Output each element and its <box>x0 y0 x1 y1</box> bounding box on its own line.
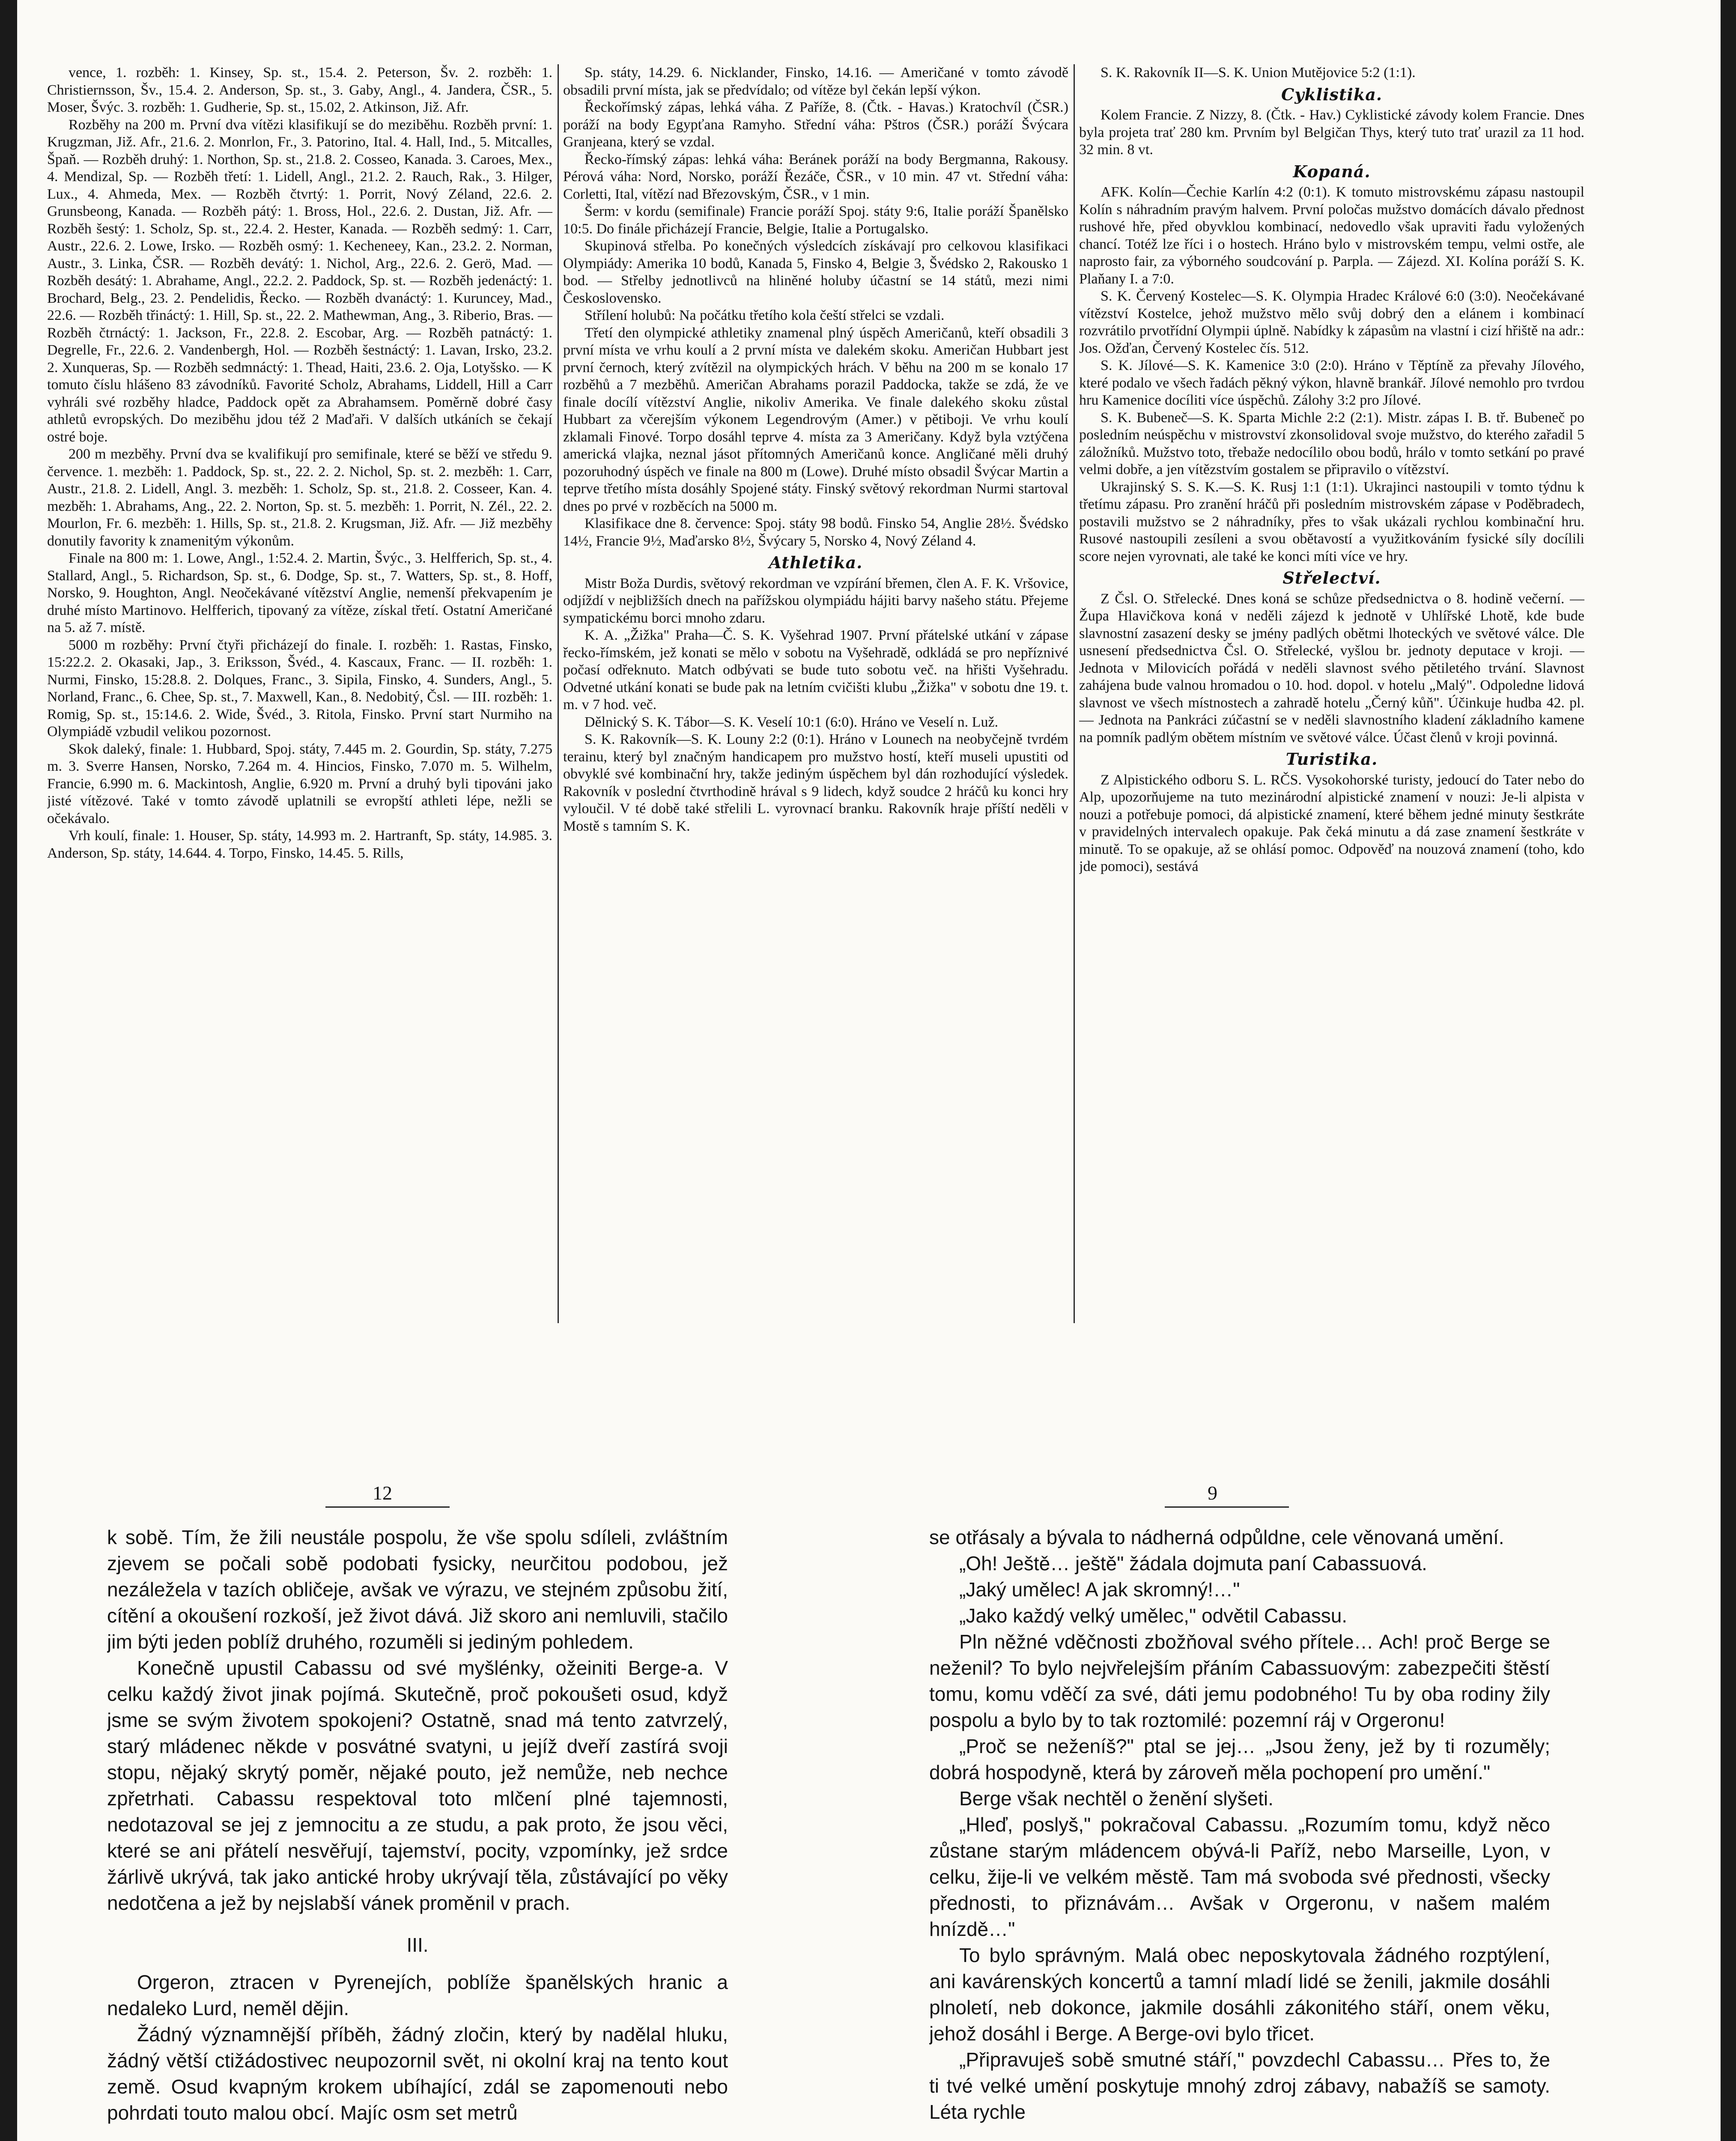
chapter-heading: III. <box>406 1934 429 1956</box>
paragraph: Vrh koulí, finale: 1. Houser, Sp. státy, 14.993 m. 2. Hartranft, Sp. státy, 14.985. 3. Anderson, Sp. státy, 14.644. 4. Torpo, Finsko, 14.45. 5. Rills, <box>47 828 552 861</box>
paragraph: S. K. Rakovník—S. K. Louny 2:2 (0:1). Hráno v Lounech na neobyčejně tvrdém terainu, který byl značným handicapem pro mužstvo hostí, kteří museli upustiti od obvyklé své kombinační hry, takže jediným úspěchem byl dán rozhodující výsledek. Rakovník v poslední čtvrthodině hrával s 9 lidech, když soudce 2 hráčů ku konci hry vyloučil. V té době také střelili L. vyrovnací branku. Rakovník hraje příští neděli v Mostě s tamním S. K. <box>563 731 1068 834</box>
section-heading-turistika: Turistika. <box>1286 749 1378 769</box>
paragraph: „Oh! Ještě… ještě" žádala dojmuta paní Cabassuová. <box>959 1552 1427 1574</box>
paragraph: Mistr Boža Durdis, světový rekordman ve vzpírání břemen, člen A. F. K. Vršovice, odjíždí v nejbližších dnech na pařížskou olympiádu hájiti barvy našeho státu. Přejeme sympatickému borci mnoho zdaru. <box>563 575 1068 626</box>
paragraph: AFK. Kolín—Čechie Karlín 4:2 (0:1). K tomuto mistrovskému zápasu nastoupil Kolín s náhradním pravým halvem. První poločas mužstvo domácích dávalo přednost rushové hře, před obyvklou kombinací, nedovedlo však upraviti řadu vyložených chancí. Totéž lze říci i o hostech. Hráno bylo v mistrovském tempu, velmi ostře, ale naprosto fair, za výborného soudcování p. Parpla. — Zájezd. XI. Kolína poráží S. K. Plaňany I. a 7:0. <box>1079 184 1584 287</box>
paragraph: Sp. státy, 14.29. 6. Nicklander, Finsko, 14.16. — Američané v tomto závodě obsadili první místa, jak se předvídalo; od vítěze byl čekán lepší výkon. <box>563 65 1068 98</box>
novel-page-right <box>929 1524 1550 2141</box>
paragraph: S. K. Jílové—S. K. Kamenice 3:0 (2:0). Hráno v Těptíně za převahy Jílového, které podalo ve všech řadách pěkný výkon, hlavně brankář. Jílové nemohlo pro tvrdou hru Kamenice docíliti více úspěchů. Zálohy 3:2 pro Jílové. <box>1079 358 1584 408</box>
paragraph: 200 m mezběhy. První dva se kvalifikují pro semifinale, které se běží ve středu 9. července. 1. mezběh: 1. Paddock, Sp. st., 22. 2. 2. Nichol, Sp. st. 2. mezběh: 1. Carr, Austr., 21.8. 2. Lidell, Angl. 3. mezběh: 1. Scholz, Sp. st., 21.8. 2. Cosseer, Kan. 4. mezběh: 1. Abrahams, Ang., 22. 2. Norton, Sp. st. 5. mezběh: 1. Porrit, N. Zél., 22. 2. Mourlon, Fr. 6. mezběh: 1. Hills, Sp. st., 21.8. 2. Krugsman, Již. Afr. — Již mezběhy donutily favority k znamenitým výkonům. <box>47 446 552 549</box>
paragraph: Skok daleký, finale: 1. Hubbard, Spoj. státy, 7.445 m. 2. Gourdin, Sp. státy, 7.275 m. 3. Sverre Hansen, Norsko, 7.264 m. 4. Hincios, Finsko, 7.070 m. 5. Wilhelm, Francie, 6.990 m. 6. Mackintosh, Anglie, 6.920 m. První a druhý byli tipováni jako jisté vítězové. Také v tomto závodě uplatnili se evropští athleti lépe, nežli se očekávalo. <box>47 741 552 826</box>
paragraph: Řecko-římský zápas: lehká váha: Beránek poráží na body Bergmanna, Rakousy. Pérová váha: Nord, Norsko, poráží Řezáče, ČSR., v 10 min. 47 vt. Střední váha: Corletti, Ital, vítězí nad Březovským, ČSR., v 1 min. <box>563 151 1068 202</box>
page-number-rule <box>1165 1506 1289 1508</box>
scan-edge-left <box>0 0 17 2141</box>
paragraph: k sobě. Tím, že žili neustále pospolu, že vše spolu sdíleli, zvláštním zjevem se počali sobě podobati fysicky, neurčitou podobou, jež nezáležela v tazích obličeje, avšak ve výrazu, ve stejném způsobu žití, cítění a okoušení rozkoší, jež život dává. Již skoro ani nemluvili, stačilo jim býti jeden poblíž druhého, rozuměli si jediným pohledem. <box>107 1526 728 1653</box>
paragraph: Řeckořímský zápas, lehká váha. Z Paříže, 8. (Čtk. - Havas.) Kratochvíl (ČSR.) poráží na body Egypťana Ramyho. Střední váha: Pštros (ČSR.) poráží Švýcara Granjeana, který se vzdal. <box>563 99 1068 150</box>
column-rule <box>1074 64 1075 1323</box>
paragraph: Šerm: v kordu (semifinale) Francie poráží Spoj. státy 9:6, Italie poráží Španělsko 10:5. Do finále přicházejí Francie, Belgie, Italie a Portugalsko. <box>563 203 1068 237</box>
paragraph: K. A. „Žižka" Praha—Č. S. K. Vyšehrad 1907. První přátelské utkání v zápase řecko-římském, jež konati se mělo v sobotu na Vyšehradě, odkládá se pro nepříznivé počasí odřeknuto. Match odbývati se bude tuto sobotu več. na hřišti Vyšehradu. Odvetné utkání konati se bude pak na letním cvičišti klubu „Žižka" v sobotu dne 19. t. m. v 7 hod. več. <box>563 627 1068 713</box>
paragraph: Klasifikace dne 8. července: Spoj. státy 98 bodů. Finsko 54, Anglie 28½. Švédsko 14½, Francie 9½, Maďarsko 8½, Švýcary 5, Norsko 4, Nový Zéland 4. <box>563 516 1068 549</box>
paragraph: S. K. Rakovník II—S. K. Union Mutějovice 5:2 (1:1). <box>1101 65 1416 81</box>
novel-page-left <box>107 1524 728 2141</box>
paragraph: „Hleď, poslyš," pokračoval Cabassu. „Rozumím tomu, když něco zůstane starým mládencem obývá-li Paříž, nebo Marseille, Lyon, v celku, žije-li ve velkém městě. Tam má svoboda své přednosti, všecky přednosti, to přiznávám… Avšak v Orgeronu, v našem malém hnízdě…" <box>929 1813 1550 1940</box>
section-heading-strelectvi: Střelectví. <box>1283 568 1381 587</box>
paragraph: Z Čsl. O. Střelecké. Dnes koná se schůze předsednictva o 8. hodině večerní. — Župa Hlavičkova koná v neděli zájezd k jednotě v Uhlířské Lhotě, kde bude slavnostní zasazení desky se jmény padlých obětmi lhoteckých ve světové válce. Dle usnesení předsednictva Čsl. O. Střelecké, vyšlou br. jednoty deputace v kroji. — Jednota v Milovicích pořádá v neděli slavnost svého pětiletého trvání. Slavnost zahájena bude valnou hromadou o 10. hod. dopol. v hotelu „Malý". Odpoledne lidová slavnost ve všech místnostech a zahradě hotelu „Černý kůň". Účinkuje hudba 42. pl. — Jednota na Pankráci zúčastní se v neděli slavnostního kladení základního kamene na pomník padlým obětem místním ve světové válce. Účast členů v kroji povinná. <box>1079 590 1584 745</box>
section-heading-cyklistika: Cyklistika. <box>1281 84 1383 104</box>
paragraph: Finale na 800 m: 1. Lowe, Angl., 1:52.4. 2. Martin, Švýc., 3. Helfferich, Sp. st., 4. Stallard, Angl., 5. Richardson, Sp. st., 6. Dodge, Sp. st., 7. Watters, Sp. st., 8. Hoff, Norsko, 9. Houghton, Angl. Neočekávané vítězství Anglie, nemenší překvapením je druhé místo Martinovo. Helfferich, tipovaný za vítěze, získal třetí. Ostatní Američané na 5. až 7. místě. <box>47 550 552 635</box>
paragraph: Dělnický S. K. Tábor—S. K. Veselí 10:1 (6:0). Hráno ve Veselí n. Luž. <box>585 714 999 730</box>
paragraph: Kolem Francie. Z Nizzy, 8. (Čtk. - Hav.) Cyklistické závody kolem Francie. Dnes byla projeta trať 280 km. Prvním byl Belgičan Thys, který tuto trať urazil za 11 hod. 32 min. 8 vt. <box>1079 107 1584 158</box>
paragraph: Třetí den olympické athletiky znamenal plný úspěch Američanů, kteří obsadili 3 první místa ve vrhu koulí a 2 první místa ve dalekém skoku. Američan Hubbart jest první černoch, který zvítězil na olympických hrách. V běhu na 200 m se konalo 17 rozběhů a 7 mezběhů. Američan Abrahams porazil Paddocka, takže se zdá, že ve finale docílí vítězství Anglie, nikoliv Amerika. Ve finale dalekého skoku zůstal Hubbart za včerejším výkonem Legendrovým (Amer.) v pětiboji. Ve vrhu koulí zklamali Finové. Torpo dosáhl teprve 4. místa za 3 Američany. Když byla vztýčena americká vlajka, neznal jásot přítomných Američanů konce. Angličané měli druhý pozoruhodný úspěch ve finale na 800 m (Lowe). Druhé místo obsadil Švýcar Martin a teprve třetího místa dosáhly Spojené státy. Finský světový rekordman Nurmi startoval dnes po prvé v rozběcích na 5000 m. <box>563 325 1068 514</box>
paragraph: Ukrajinský S. S. K.—S. K. Rusj 1:1 (1:1). Ukrajinci nastoupili v tomto týdnu k třetímu zápasu. Pro zranění hráčů při posledním mistrovském zápase v Poděbradech, postavili mužstvo se 2 náhradníky, přes to však ukázali rychlou kombinační hru. Rusové nastoupili zesíleni a svou obětavostí a využitkováním fysické síly docílili score nejen vyrovnati, ale také ke konci míti více ve hry. <box>1079 479 1584 564</box>
scan-edge-right <box>1721 0 1736 2141</box>
paragraph: S. K. Červený Kostelec—S. K. Olympia Hradec Králové 6:0 (3:0). Neočekávané vítězství Kostelce, jehož mužstvo mělo svůj dobrý den a elánem i kombinací rozvrátilo prvotřídní Olympii úplně. Nabídky k zápasům na vlastní i cizí hřiště na adr.: Jos. Ožďan, Červený Kostelec čís. 512. <box>1079 288 1584 356</box>
paragraph: Rozběhy na 200 m. První dva vítězi klasifikují se do meziběhu. Rozběh první: 1. Krugzman, Již. Afr., 21.6. 2. Monrlon, Fr., 3. Patorino, Ital. 4. Hall, Ind., 5. Mitcalles, Špaň. — Rozběh druhý: 1. Northon, Sp. st., 21.8. 2. Cosseo, Kanada. 3. Caroes, Mex., 4. Mendizal, Sp. — Rozběh třetí: 1. Lidell, Angl., 21.2. 2. Rauch, Rak., 3. Hilger, Lux., 4. Ahmeda, Mex. — Rozběh čtvrtý: 1. Porrit, Nový Zéland, 22.6. 2. Grunsbeong, Kanada. — Rozběh pátý: 1. Bross, Hol., 22.6. 2. Dustan, Již. Afr. — Rozběh šestý: 1. Scholz, Sp. st., 22.4. 2. Hester, Kanada. — Rozběh sedmý: 1. Carr, Austr., 22.6. 2. Lowe, Irsko. — Rozběh osmý: 1. Kecheneey, Kan., 23.2. 2. Norman, Austr., 3. Linka, ČSR. — Rozběh devátý: 1. Nichol, Arg., 22.6. 2. Gerö, Mad. — Rozběh desátý: 1. Abrahame, Angl., 22.2. 2. Paddock, Sp. st. — Rozběh jedenáctý: 1. Brochard, Belg., 23. 2. Pendelidis, Řecko. — Rozběh dvanáctý: 1. Kuruncey, Mad., 22.6. — Rozběh třináctý: 1. Hill, Sp. st., 22. 2. Mathewman, Ang., 3. Riberio, Bras. — Rozběh čtrnáctý: 1. Jackson, Fr., 22.8. 2. Escobar, Arg. — Rozběh patnáctý: 1. Degrelle, Fr., 22.6. 2. Vandenbergh, Hol. — Rozběh šestnáctý: 1. Lavan, Irsko, 23.2. 2. Xunqueras, Sp. — Rozběh sedmnáctý: 1. Thead, Haiti, 23.6. 2. Oja, Lotyšsko. — K tomuto číslu hlášeno 83 závodníků. Favorité Scholz, Abrahams, Liddell, Hill a Carr vyhráli své rozběhy hladce, Paddock opět za Abrahamsem. Poměrně dobré časy athletů evropských. Do meziběhu jdou též 2 Maďaři. V dalších utkáních se čekají ostré boje. <box>47 116 552 445</box>
paragraph: Orgeron, ztracen v Pyrenejích, poblíže španělských hranic a nedaleko Lurd, neměl dějin. <box>107 1971 728 2019</box>
paragraph: Pln něžné vděčnosti zbožňoval svého přítele… Ach! proč Berge se neženil? To bylo nejvřelejším přáním Cabassuovým: zabezpečiti štěstí tomu, komu vděčí za své, dáti jemu podobného! Tu by oba rodiny žily pospolu a bylo by to tak roztomilé: pozemní ráj v Orgeronu! <box>929 1631 1550 1731</box>
section-heading-athletika: Athletika. <box>769 553 863 572</box>
column-1 <box>47 64 552 1327</box>
column-3 <box>1079 64 1584 1327</box>
sports-section <box>47 64 1640 1327</box>
paragraph: Konečně upustil Cabassu od své myšlénky, ožeiniti Berge-a. V celku každý život jinak pojímá. Skutečně, proč pokoušeti osud, když jsme se svým životem spokojeni? Ostatně, snad má tento zatvrzelý, starý mládenec někde v posvátné svatyni, u jejíž dveří zastírá svoji stopu, nějaký skrytý poměr, nějaké pouto, jež nemůže, neb nechce zpřetrhati. Cabassu respektoval toto mlčení plné tajemnosti, nedotazoval se jej z jemnocitu a ze studu, a pak proto, že jsou věci, které se ani přátelí nesvěřují, tajemství, pocity, vzpomínky, jež srdce žárlivě ukrývá, tak jako antické hroby ukrývají těla, zůstávající po věky nedotčena a jež by nejslabší vánek proměnil v prach. <box>107 1657 728 1914</box>
section-heading-kopana: Kopaná. <box>1293 161 1371 181</box>
paragraph: „Připravuješ sobě smutné stáří," povzdechl Cabassu… Přes to, že ti tvé velké umění poskytuje mnohý zdroj zábavy, nabažíš se samoty. Léta rychle <box>929 2049 1550 2123</box>
page-number-left: 12 <box>373 1482 392 1504</box>
column-2 <box>563 64 1068 1327</box>
paragraph: To bylo správným. Malá obec neposkytovala žádného rozptýlení, ani kavárenských koncertů a tamní mladí lidé se ženili, jakmile dosáhli plnoletí, neb dokonce, jakmile dosáhli zákonitého stáří, onem věku, jehož dosáhl i Berge. A Berge-ovi bylo třicet. <box>929 1944 1550 2045</box>
paragraph: vence, 1. rozběh: 1. Kinsey, Sp. st., 15.4. 2. Peterson, Šv. 2. rozběh: 1. Christiernsson, Šv., 15.4. 2. Anderson, Sp. st., 3. Gaby, Angl., 4. Jandera, ČSR., 5. Moser, Švýc. 3. rozběh: 1. Gudherie, Sp. st., 15.02, 2. Atkinson, Již. Afr. <box>47 65 552 115</box>
paragraph: Skupinová střelba. Po konečných výsledcích získávají pro celkovou klasifikaci Olympiády: Amerika 10 bodů, Kanada 5, Finsko 4, Belgie 3, Švédsko 2, Rakousko 1 bod. — Střelby jednotlivců na hliněné holuby účastní se 14 států, mezi nimi Československo. <box>563 238 1068 306</box>
paragraph: Z Alpistického odboru S. L. RČS. Vysokohorské turisty, jedoucí do Tater nebo do Alp, upozorňujeme na tuto mezinárodní alpistické znamení v nouzi: Je-li alpista v nouzi a potřebuje pomoci, dá alpistické znamení, které během jedné minuty šestkráte v pravidelných intervalech opakuje. Pak čeká minutu a dá zase znamení šestkráte v minutě. To se opakuje, až se ohlásí pomoc. Odpověď na nouzová znamení (toho, kdo jde pomoci), sestává <box>1079 772 1584 874</box>
paragraph: Žádný významnější příběh, žádný zločin, který by nadělal hluku, žádný větší ctižádostivec neupozornil svět, ni okolní kraj na tento kout země. Osud kvapným krokem ubíhající, zdál se zapomenouti nebo pohrdati touto malou obcí. Majíc osm set metrů <box>107 2023 728 2124</box>
paragraph: „Jako každý velký umělec," odvětil Cabassu. <box>959 1604 1348 1627</box>
paragraph: 5000 m rozběhy: První čtyři přicházejí do finale. I. rozběh: 1. Rastas, Finsko, 15:22.2. 2. Okasaki, Jap., 3. Eriksson, Švéd., 4. Kascaux, Franc. — II. rozběh: 1. Nurmi, Finsko, 15:28.8. 2. Dolques, Franc., 3. Sipila, Finsko, 4. Sunders, Angl., 5. Norland, Franc., 6. Chee, Sp. st., 7. Maxwell, Kan., 8. Nedobitý, Čsl. — III. rozběh: 1. Romig, Sp. st., 15:14.6. 2. Wide, Švéd., 3. Ritola, Finsko. První start Nurmiho na Olympiádě vzbudil velikou pozornost. <box>47 637 552 740</box>
column-rule <box>558 64 559 1323</box>
paragraph: „Jaký umělec! A jak skromný!…" <box>959 1578 1240 1601</box>
paragraph: Berge však nechtěl o ženění slyšeti. <box>959 1787 1274 1810</box>
page-number-right: 9 <box>1208 1482 1217 1504</box>
paragraph: S. K. Bubeneč—S. K. Sparta Michle 2:2 (2:1). Mistr. zápas I. B. tř. Bubeneč po posledním neúspěchu v mistrovství zkonsolidoval svoje mužstvo, do kterého zařadil 5 záložníků. Mužstvo toto, třebaže nedocílilo obou bodů, hrálo v tomto setkání po pravé velmi dobře, a jen vítězstvím gostalem se připravilo o vítězství. <box>1079 409 1584 477</box>
page-number-rule <box>325 1506 450 1508</box>
paragraph: „Proč se neženíš?" ptal se jej… „Jsou ženy, jež by ti rozuměly; dobrá hospodyně, která by zároveň měla pochopení pro umění." <box>929 1735 1550 1783</box>
paragraph: se otřásaly a bývala to nádherná odpůldne, cele věnovaná umění. <box>929 1526 1504 1548</box>
paragraph: Střílení holubů: Na počátku třetího kola čeští střelci se vzdali. <box>585 307 945 323</box>
